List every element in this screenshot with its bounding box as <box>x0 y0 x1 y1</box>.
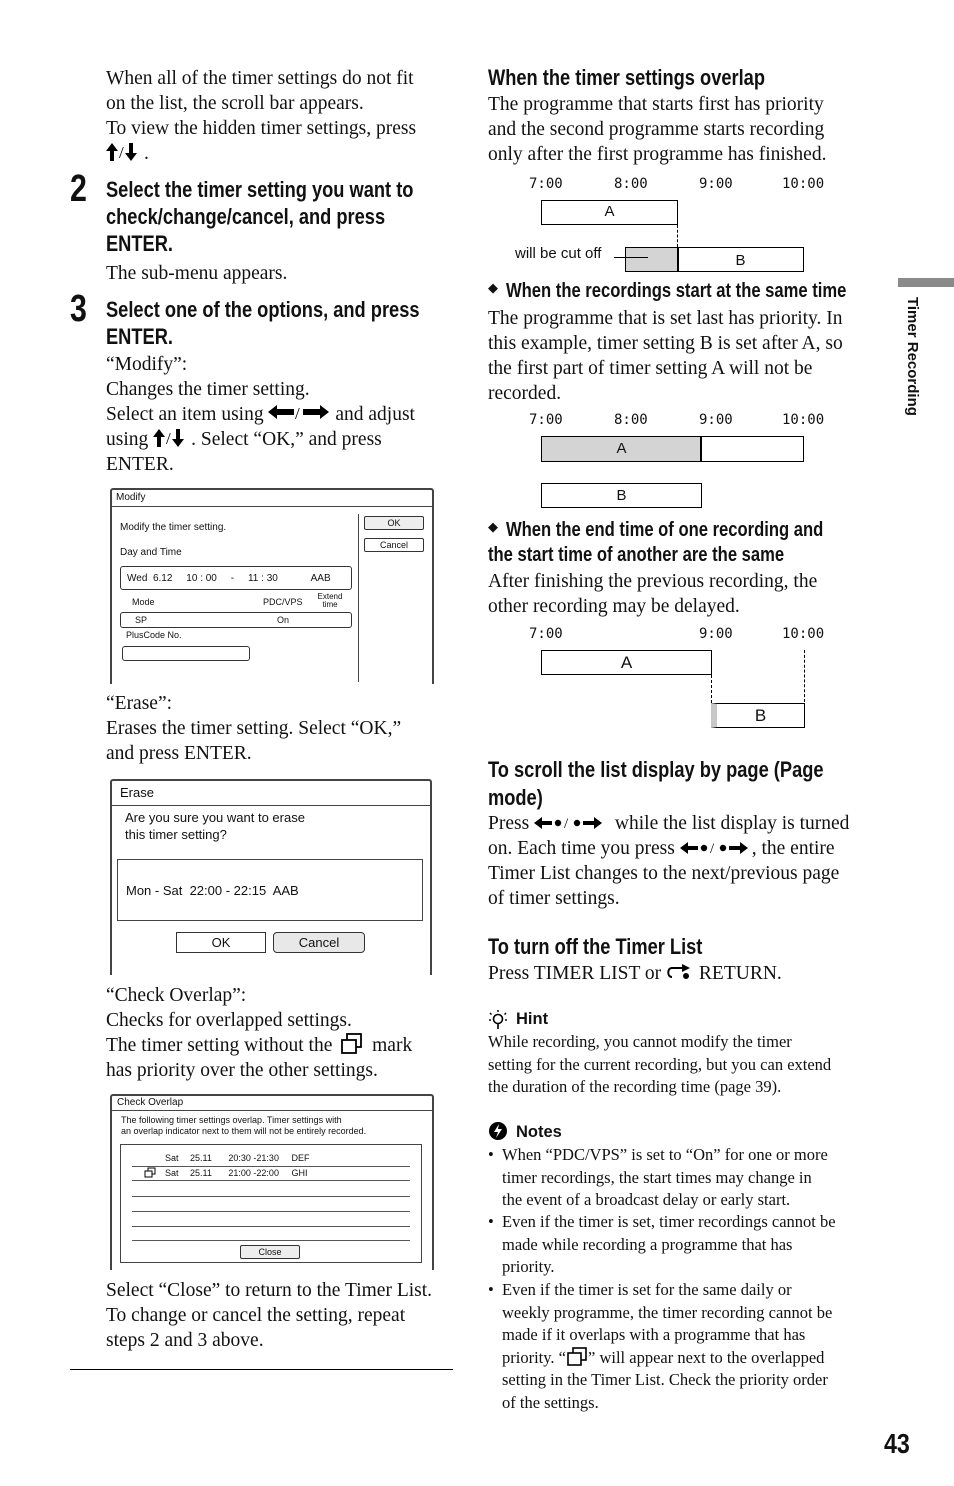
desc-line: an overlap indicator next to them will not be entirely recorded. <box>121 1126 367 1136</box>
table-row[interactable] <box>165 1153 309 1163</box>
cancel-button[interactable]: Cancel <box>273 932 365 953</box>
intro-line: To view the hidden timer settings, press <box>106 118 417 139</box>
text-fragment: Press TIMER LIST or <box>488 963 662 984</box>
text-line: To change or cancel the setting, repeat <box>106 1305 406 1326</box>
text-line: made if it overlaps with a programme that has <box>502 1325 806 1344</box>
turn-off-body <box>488 961 782 986</box>
text-fragment: using <box>106 429 149 450</box>
row-channel: GHI <box>291 1168 308 1178</box>
erase-description <box>106 691 401 766</box>
check-overlap-screen <box>110 1094 432 1268</box>
text-line: the duration of the recording time (page 39). <box>488 1077 782 1096</box>
timeline-diagram-1 <box>500 170 825 280</box>
ok-button[interactable]: OK <box>176 932 266 953</box>
step-title-line: ENTER. <box>106 231 173 256</box>
diamond-icon: ◆ <box>488 520 498 535</box>
dashed-guide <box>677 225 678 247</box>
text-line: and press ENTER. <box>106 743 252 764</box>
intro-line: When all of the timer settings do not fit <box>106 68 414 89</box>
divider <box>112 506 432 507</box>
list-line <box>132 1196 410 1197</box>
step-2-title <box>106 176 476 257</box>
heading-line: mode) <box>488 785 543 810</box>
recording-bar-b: B <box>541 483 702 508</box>
text-line: other recording may be delayed. <box>488 596 740 617</box>
question-line: Are you sure you want to erase <box>125 810 305 825</box>
time-label: 10:00 <box>782 176 825 192</box>
text-line: weekly programme, the timer recording cannot be <box>502 1302 833 1322</box>
side-tab-text: Timer Recording <box>904 297 921 416</box>
overlap-mark-icon <box>341 1033 363 1055</box>
modify-prompt: Modify the timer setting. <box>120 522 227 533</box>
side-tab-bar <box>898 278 954 287</box>
text-line <box>488 811 849 836</box>
text-line: When “PDC/VPS” is set to “On” for one or more <box>502 1145 828 1164</box>
note-text <box>502 1144 828 1212</box>
question-line: this timer setting? <box>125 827 227 842</box>
lightbulb-icon <box>488 1009 510 1031</box>
text-fragment: , the entire <box>751 838 835 859</box>
up-down-arrow-icon <box>106 142 144 162</box>
time-label: 7:00 <box>529 176 563 192</box>
pluscode-label: PlusCode No. <box>126 630 182 640</box>
list-line <box>132 1240 410 1241</box>
row-time: 20:30 -21:30 <box>228 1153 279 1163</box>
divider <box>112 805 430 806</box>
text-line: and the second programme starts recording <box>488 119 825 140</box>
step-title-line: check/change/cancel, and press <box>106 204 386 229</box>
time-label: 9:00 <box>699 626 733 642</box>
notes-icon <box>488 1121 510 1143</box>
text-fragment: on. Each time you press <box>488 838 675 859</box>
day-time-value: Wed 6.12 10 : 00 - 11 : 30 AAB <box>127 573 331 584</box>
note-text <box>502 1279 832 1414</box>
time-label: 7:00 <box>529 412 563 428</box>
overlap-heading: When the timer settings overlap <box>488 65 765 90</box>
text-line: recorded. <box>488 383 562 404</box>
diamond-icon: ◆ <box>488 281 498 296</box>
hint-body <box>488 1031 831 1099</box>
heading-text: the start time of another are the same <box>488 544 785 566</box>
text-line: steps 2 and 3 above. <box>106 1330 264 1351</box>
mode-field[interactable] <box>120 612 352 628</box>
up-down-arrow-icon <box>153 428 191 448</box>
cut-off-pointer <box>614 257 648 258</box>
side-tab-label <box>901 297 923 437</box>
text-line: Timer List changes to the next/previous page <box>488 863 840 884</box>
left-right-arrow-icon <box>268 403 330 423</box>
recording-bar-b: B <box>711 703 805 728</box>
text-line: priority. <box>502 1257 555 1276</box>
text-line: After finishing the previous recording, the <box>488 571 818 592</box>
text-line: of timer settings. <box>488 888 620 909</box>
recording-bar-a: A <box>541 200 678 225</box>
time-label: 7:00 <box>529 626 563 642</box>
text-line: The programme that starts first has priority <box>488 94 824 115</box>
day-time-label: Day and Time <box>120 547 182 558</box>
mode-value: SP <box>135 615 148 625</box>
divider <box>112 1110 432 1111</box>
text-fragment: Select an item using <box>106 404 264 425</box>
row-day: Sat <box>165 1153 179 1163</box>
svg-text:/: / <box>166 429 171 448</box>
extend-label: Extend time <box>317 592 343 609</box>
intro-line: on the list, the scroll bar appears. <box>106 93 364 114</box>
pdc-value: On <box>277 615 290 625</box>
step-title-line: ENTER. <box>106 324 173 349</box>
bullet: • <box>488 1280 494 1299</box>
text-line <box>488 836 849 861</box>
row-time: 21:00 -22:00 <box>228 1168 279 1178</box>
text-line: ENTER. <box>106 454 174 475</box>
list-line <box>132 1180 410 1181</box>
page-mode-heading <box>488 756 892 812</box>
time-label: 9:00 <box>699 412 733 428</box>
intro-line <box>106 141 416 166</box>
time-label: 10:00 <box>782 626 825 642</box>
overlap-mark-icon <box>566 1347 588 1367</box>
page-mode-body <box>488 811 849 911</box>
text-line: the event of a broadcast delay or early start. <box>502 1190 791 1209</box>
cut-off-segment <box>625 247 679 272</box>
recording-bar-a-cut: A <box>541 436 702 462</box>
closing-text <box>106 1278 432 1353</box>
turn-off-heading: To turn off the Timer List <box>488 934 703 959</box>
text-line: Erases the timer setting. Select “OK,” <box>106 718 402 739</box>
check-overlap-description <box>106 983 412 1083</box>
text-fragment: . Select “OK,” and press <box>191 429 382 450</box>
end-start-body <box>488 569 817 619</box>
text-fragment: and adjust <box>335 404 415 425</box>
heading-line: To scroll the list display by page (Page <box>488 757 824 782</box>
row-channel: DEF <box>291 1153 310 1163</box>
text-line: this example, timer setting B is set after A, so <box>488 333 843 354</box>
text-line: Even if the timer is set, timer recordings cannot be <box>502 1212 836 1231</box>
text-line: The programme that is set last has priority. In <box>488 308 843 329</box>
text-fragment: RETURN. <box>698 963 782 984</box>
recording-bar-a-rest <box>700 436 804 462</box>
recording-bar-b: B <box>677 247 804 272</box>
text-line: “Erase”: <box>106 693 173 714</box>
list-line <box>132 1226 410 1227</box>
overlap-body <box>488 92 826 167</box>
text-line <box>502 1347 832 1370</box>
text-line: of the settings. <box>502 1392 599 1412</box>
text-line: has priority over the other settings. <box>106 1060 378 1081</box>
mode-label: Mode <box>132 597 155 607</box>
text-fragment: mark <box>372 1035 413 1056</box>
timeline-diagram-2 <box>500 406 825 511</box>
overlap-description <box>121 1115 366 1137</box>
screen-title: Erase <box>120 785 154 800</box>
text-line: “Check Overlap”: <box>106 985 247 1006</box>
screen-title: Modify <box>116 492 146 503</box>
text-line: Checks for overlapped settings. <box>106 1010 352 1031</box>
return-icon <box>666 963 694 981</box>
text-line: “Modify”: <box>106 354 188 375</box>
time-label: 8:00 <box>614 176 648 192</box>
svg-text:/: / <box>119 143 124 162</box>
text-line <box>106 402 415 427</box>
row-date: 25.11 <box>190 1153 212 1163</box>
section-rule <box>70 1369 453 1370</box>
time-label: 9:00 <box>699 176 733 192</box>
step-number: 2 <box>70 168 87 210</box>
dashed-guide <box>804 650 805 702</box>
time-label: 10:00 <box>782 412 825 428</box>
step-2-body: The sub-menu appears. <box>106 263 288 284</box>
text-line: setting in the Timer List. Check the priority order <box>502 1370 828 1389</box>
text-line: only after the first programme has finished. <box>488 144 827 165</box>
step-title-line: Select the timer setting you want to <box>106 177 414 202</box>
prev-next-button-icon <box>680 840 752 856</box>
note-text <box>502 1211 836 1279</box>
timeline-diagram-3 <box>500 620 825 732</box>
text-fragment: while the list display is turned <box>614 813 850 834</box>
text-line: made while recording a programme that has <box>502 1234 793 1254</box>
text-line: Even if the timer is set for the same daily or <box>502 1280 792 1299</box>
row-day: Sat <box>165 1168 179 1178</box>
button-panel-divider <box>358 514 359 682</box>
screen-title: Check Overlap <box>117 1097 184 1108</box>
text-fragment: ” will appear next to the overlapped <box>588 1347 825 1367</box>
pdc-label: PDC/VPS <box>263 597 303 607</box>
bullet: • <box>488 1145 494 1164</box>
page-number: 43 <box>884 1428 910 1459</box>
time-label: 8:00 <box>614 412 648 428</box>
step-3-title <box>106 296 484 350</box>
cancel-button[interactable]: Cancel <box>364 538 424 552</box>
text-line: Select “Close” to return to the Timer List. <box>106 1280 433 1301</box>
intro-text <box>106 66 416 166</box>
notes-label-text: Notes <box>516 1123 562 1141</box>
intro-line-end: . <box>144 143 149 164</box>
overlap-mark-icon <box>144 1167 156 1179</box>
heading-text: When the recordings start at the same time <box>506 280 847 302</box>
same-start-body <box>488 306 843 406</box>
erase-screen <box>110 779 430 973</box>
text-line <box>106 1033 412 1058</box>
desc-line: The following timer settings overlap. Timer settings with <box>121 1115 342 1125</box>
modify-screen <box>110 488 432 682</box>
text-line: Changes the timer setting. <box>106 379 310 400</box>
recording-bar-a: A <box>541 650 712 675</box>
text-line: the first part of timer setting A will not be <box>488 358 813 379</box>
pluscode-field[interactable] <box>122 646 250 661</box>
cut-off-label: will be cut off <box>515 245 602 262</box>
dashed-guide <box>711 675 712 703</box>
prev-next-button-icon <box>534 815 610 831</box>
list-line <box>132 1166 410 1167</box>
text-fragment: The timer setting without the <box>106 1035 333 1056</box>
text-line: setting for the current recording, but you can extend <box>488 1054 832 1074</box>
text-line: While recording, you cannot modify the timer <box>488 1032 792 1051</box>
erase-question <box>125 809 305 843</box>
hint-label-text: Hint <box>516 1010 549 1028</box>
bullet: • <box>488 1212 494 1231</box>
heading-text: When the end time of one recording and <box>506 519 824 541</box>
text-line <box>106 427 415 452</box>
ok-button[interactable]: OK <box>364 516 424 530</box>
row-date: 25.11 <box>190 1168 212 1178</box>
text-fragment: Press <box>488 813 530 834</box>
list-line <box>132 1211 410 1212</box>
svg-text:/: / <box>295 404 301 423</box>
step-number: 3 <box>70 288 87 330</box>
step-title-line: Select one of the options, and press <box>106 297 420 322</box>
setting-value: Mon - Sat 22:00 - 22:15 AAB <box>126 883 299 898</box>
text-fragment: priority. “ <box>502 1347 566 1367</box>
text-line: timer recordings, the start times may change in <box>502 1167 812 1187</box>
table-row[interactable] <box>165 1168 307 1178</box>
svg-text:/: / <box>564 816 569 831</box>
modify-description <box>106 352 415 477</box>
close-button[interactable]: Close <box>240 1245 300 1259</box>
svg-text:/: / <box>709 841 714 856</box>
